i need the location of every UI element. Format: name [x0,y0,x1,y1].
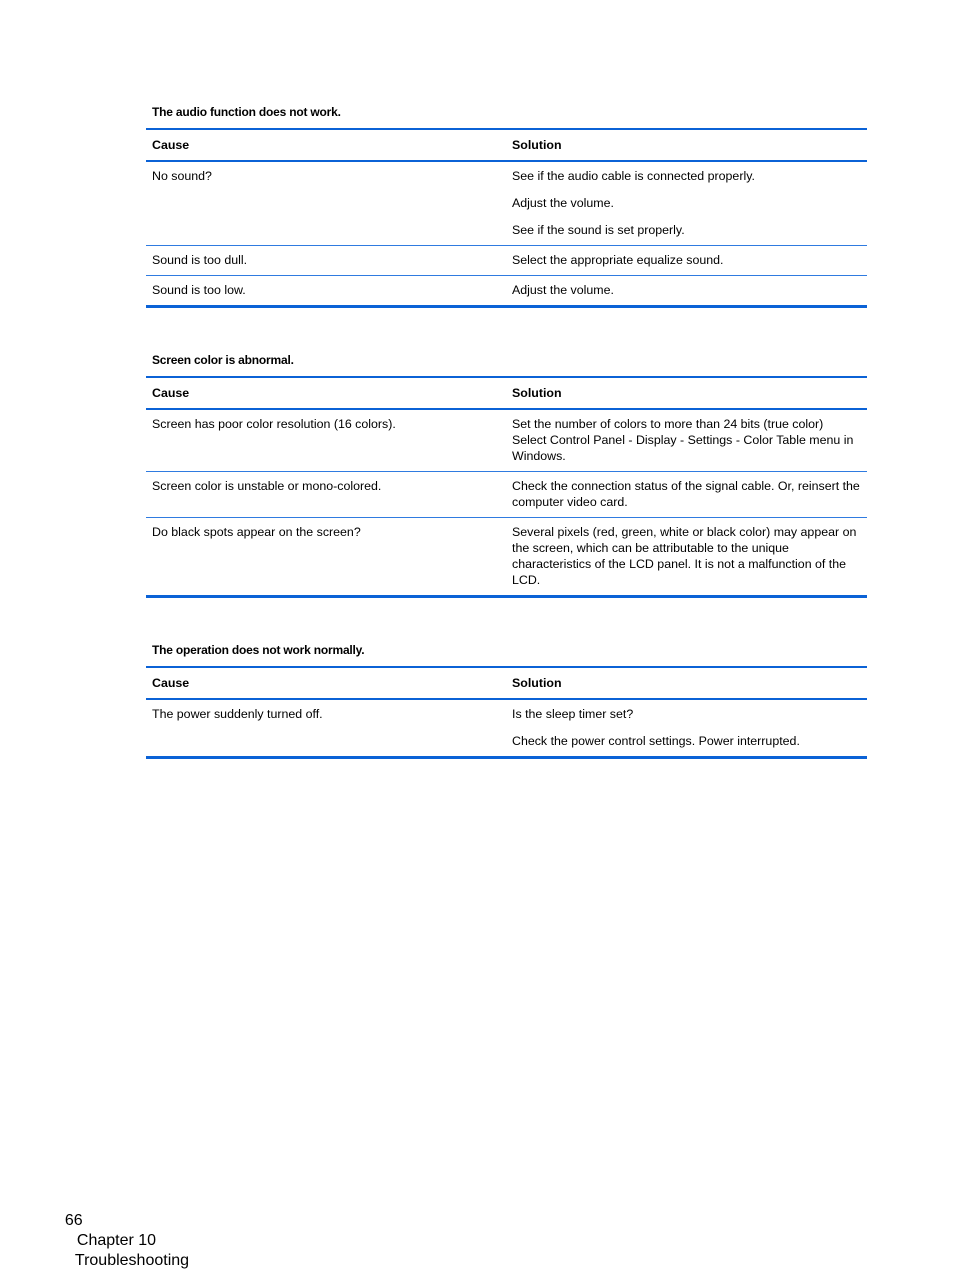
table-row [146,161,867,246]
table-header-row [146,129,867,161]
cause-cell: Screen has poor color resolution (16 colors). [146,409,506,472]
solution-line: See if the audio cable is connected properly. [512,169,755,183]
table-row [146,276,867,307]
header-cause: Cause [146,377,506,409]
chapter-title: Troubleshooting [74,1252,190,1269]
table-header-row [146,667,867,699]
section-operation [146,642,867,759]
cause-cell: The power suddenly turned off. [146,699,506,758]
solution-line: Adjust the volume. [512,196,614,210]
header-solution: Solution [506,667,867,699]
solution-cell [506,699,867,758]
header-solution: Solution [506,129,867,161]
solution-cell [506,472,867,518]
table-row [146,409,867,472]
section-screen-color [146,352,867,598]
section-audio [146,104,867,308]
troubleshooting-table [146,666,867,759]
table-header-row [146,377,867,409]
header-cause: Cause [146,667,506,699]
header-cause: Cause [146,129,506,161]
solution-cell [506,161,867,246]
section-title: Screen color is abnormal. [152,353,294,367]
solution-cell [506,518,867,597]
solution-line: Select the appropriate equalize sound. [512,253,724,267]
troubleshooting-table [146,376,867,598]
chapter-label: Chapter 10 [76,1232,157,1249]
cause-cell: Sound is too dull. [146,246,506,276]
solution-line: Set the number of colors to more than 24 bits (true color) Select Control Panel - Display - Settings - Color Table menu in Windows. [512,417,854,463]
table-row [146,518,867,597]
solution-cell [506,246,867,276]
solution-line: Is the sleep timer set? [512,707,634,721]
cause-cell: Sound is too low. [146,276,506,307]
solution-line: Check the power control settings. Power interrupted. [512,734,800,748]
table-row [146,472,867,518]
page-footer [56,1191,189,1271]
page-number: 66 [64,1212,83,1229]
solution-line: Several pixels (red, green, white or black color) may appear on the screen, which can be attributable to the unique characteristics of the LCD panel. It is not a malfunction of the LCD. [512,525,857,587]
solution-line: Adjust the volume. [512,283,614,297]
cause-cell: No sound? [146,161,506,246]
header-solution: Solution [506,377,867,409]
solution-cell [506,409,867,472]
cause-cell: Do black spots appear on the screen? [146,518,506,597]
solution-line: Check the connection status of the signal cable. Or, reinsert the computer video card. [512,479,860,509]
troubleshooting-table [146,128,867,308]
section-title: The audio function does not work. [152,105,341,119]
solution-cell [506,276,867,307]
table-row [146,246,867,276]
table-row [146,699,867,758]
cause-cell: Screen color is unstable or mono-colored. [146,472,506,518]
solution-line: See if the sound is set properly. [512,223,685,237]
section-title: The operation does not work normally. [152,643,365,657]
